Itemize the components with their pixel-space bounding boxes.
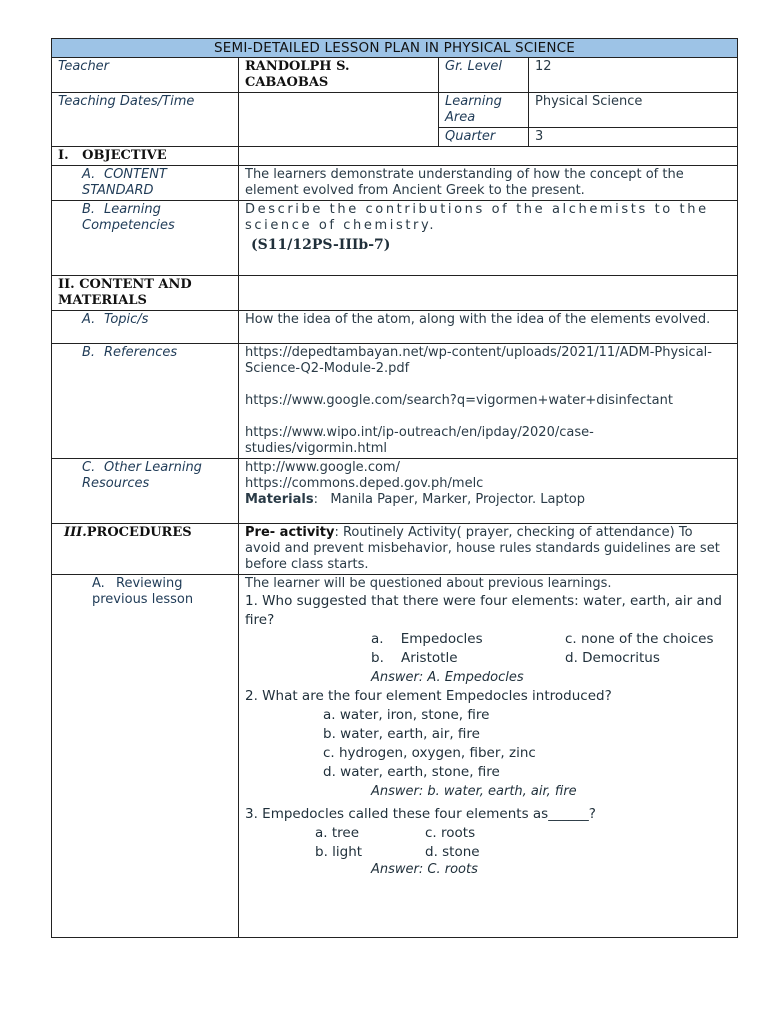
content-blank — [239, 276, 738, 311]
area-value: Physical Science — [529, 93, 738, 128]
page-title: SEMI-DETAILED LESSON PLAN IN PHYSICAL SCIENCE — [52, 39, 738, 58]
q2-option: d. water, earth, stone, fire — [323, 764, 500, 780]
competencies-letter: B. — [82, 202, 96, 217]
content-standard-letter: A. — [82, 167, 96, 182]
dates-value — [239, 93, 439, 147]
objective-blank — [239, 147, 738, 166]
topic-cell — [52, 311, 239, 344]
teacher-label: Teacher — [52, 58, 239, 93]
quarter-label: Quarter — [439, 128, 529, 147]
lesson-plan-table — [51, 38, 738, 938]
question-2-options — [245, 706, 731, 782]
materials-text: : Manila Paper, Marker, Projector. Laptop — [313, 492, 585, 507]
content-heading: II. CONTENT AND MATERIALS — [52, 276, 239, 311]
content-standard-label: CONTENT STANDARD — [82, 167, 167, 198]
question-1: 1. Who suggested that there were four elements: water, earth, air and fire? — [245, 593, 722, 628]
question-3-options — [245, 824, 731, 862]
pre-activity — [239, 524, 738, 575]
dates-label: Teaching Dates/Time — [52, 93, 239, 147]
resource-link[interactable]: http://www.google.com/ — [245, 460, 400, 475]
review-letter: A. — [92, 576, 105, 591]
grade-label: Gr. Level — [439, 58, 529, 93]
question-2: 2. What are the four element Empedocles introduced? — [245, 688, 612, 704]
q1-option: a. Empedocles — [371, 631, 483, 647]
competencies-code: (S11/12PS-IIIb-7) — [251, 237, 391, 253]
references-label: References — [104, 345, 178, 360]
grade-value: 12 — [529, 58, 738, 93]
other-resources-letter: C. — [82, 460, 96, 475]
topic-text: How the idea of the atom, along with the idea of the elements evolved. — [239, 311, 738, 344]
answer-3: Answer: C. roots — [371, 862, 478, 877]
other-resources-content — [239, 459, 738, 524]
question-3: 3. Empedocles called these four elements as______? — [245, 806, 596, 822]
area-label: Learning Area — [439, 93, 529, 128]
review-content — [239, 575, 738, 938]
q1-option: d. Democritus — [565, 650, 660, 666]
reference-link[interactable]: https://www.google.com/search?q=vigormen+water+disinfectant — [245, 393, 673, 408]
procedures-text: PROCEDURES — [86, 525, 192, 540]
topic-label: Topic/s — [104, 312, 149, 327]
materials-line — [245, 492, 731, 508]
teacher-value: RANDOLPH S. CABAOBAS — [239, 58, 439, 93]
review-label: Reviewing previous lesson — [92, 576, 194, 607]
pre-activity-text: : Routinely Activity( prayer, checking of attendance) To avoid and prevent misbehavior, house rules standards guidelines are set before class starts. — [245, 525, 720, 572]
q3-option: a. tree — [315, 825, 360, 841]
question-1-options — [245, 630, 731, 668]
competencies-cell — [52, 201, 239, 276]
q1-option: c. none of the choices — [565, 631, 714, 647]
competencies-content — [239, 201, 738, 276]
reference-link[interactable]: https://www.wipo.int/ip-outreach/en/ipday/2020/case-studies/vigormin.html — [245, 425, 594, 456]
procedures-heading — [52, 524, 239, 575]
q2-option: a. water, iron, stone, fire — [323, 707, 490, 723]
resource-link[interactable]: https://commons.deped.gov.ph/melc — [245, 476, 484, 491]
materials-label: Materials — [245, 492, 314, 507]
q3-option: c. roots — [425, 825, 476, 841]
review-cell — [52, 575, 239, 938]
reference-link[interactable]: https://depedtambayan.net/wp-content/uploads/2021/11/ADM-Physical-Science-Q2-Module-2.pdf — [245, 345, 712, 376]
quarter-value: 3 — [529, 128, 738, 147]
answer-1: Answer: A. Empedocles — [371, 670, 524, 685]
q3-option: b. light — [315, 844, 363, 860]
topic-letter: A. — [82, 312, 96, 327]
lesson-plan-page — [51, 38, 737, 938]
q2-option: c. hydrogen, oxygen, fiber, zinc — [323, 745, 536, 761]
answer-2: Answer: b. water, earth, air, fire — [371, 784, 577, 799]
references-letter: B. — [82, 345, 96, 360]
pre-activity-label: Pre- activity — [245, 525, 335, 540]
competencies-text: Describe the contributions of the alchemists to the science of chemistry. — [245, 202, 709, 233]
procedures-num: III. — [64, 525, 87, 540]
references-cell — [52, 344, 239, 459]
references-list — [239, 344, 738, 459]
content-standard-cell — [52, 166, 239, 201]
q3-option: d. stone — [425, 844, 480, 860]
other-resources-cell — [52, 459, 239, 524]
q1-option: b. Aristotle — [371, 650, 458, 666]
review-intro: The learner will be questioned about previous learnings. — [245, 576, 612, 591]
other-resources-label: Other Learning Resources — [82, 460, 202, 491]
competencies-label: Learning Competencies — [82, 202, 175, 233]
objective-heading: I. OBJECTIVE — [52, 147, 239, 166]
q2-option: b. water, earth, air, fire — [323, 726, 480, 742]
content-standard-text: The learners demonstrate understanding of how the concept of the element evolved from Ancient Greek to the present. — [239, 166, 738, 201]
